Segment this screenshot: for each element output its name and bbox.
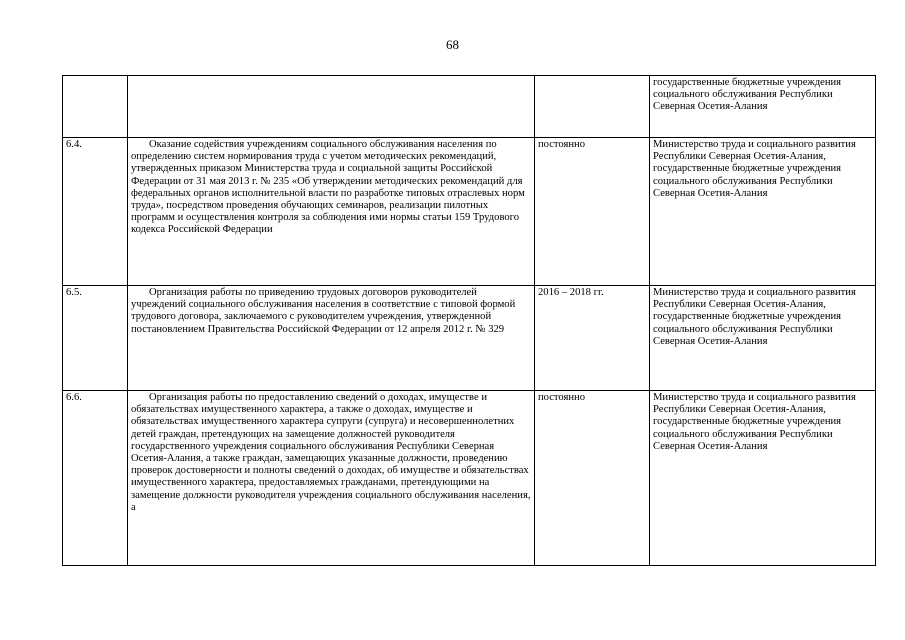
term-text: постоянно	[535, 138, 650, 286]
responsible-text: Министерство труда и социального развития Республики Северная Осетия-Алания, государственные бюджетные учреждения социального обслуживания Республики Северная Осетия-Алания	[650, 391, 876, 566]
action-plan-table	[62, 75, 876, 566]
item-number	[63, 76, 128, 138]
table-row	[63, 286, 876, 391]
item-number: 6.6.	[63, 391, 128, 566]
responsible-text: Министерство труда и социального развития Республики Северная Осетия-Алания, государственные бюджетные учреждения социального обслуживания Республики Северная Осетия-Алания	[650, 138, 876, 286]
item-number: 6.4.	[63, 138, 128, 286]
table-row	[63, 391, 876, 566]
activity-text	[128, 76, 535, 138]
term-text: постоянно	[535, 391, 650, 566]
term-text: 2016 – 2018 гг.	[535, 286, 650, 391]
term-text	[535, 76, 650, 138]
table-row	[63, 138, 876, 286]
activity-text: Оказание содействия учреждениям социального обслуживания населения по определению систем нормирования труда с учетом методических рекомендаций, утвержденных приказом Министерства труда и социальной защиты Российской Федерации от 31 мая 2013 г. № 235 «Об утверждении методических рекомендаций для федеральных органов исполнительной власти по разработке типовых отраслевых норм труда», посредством проведения обучающих семинаров, реализации пилотных программ и осуществления контроля за соблюдения ими нормы статьи 159 Трудового кодекса Российской Федерации	[128, 138, 535, 286]
page-number: 68	[446, 37, 459, 52]
activity-text: Организация работы по предоставлению сведений о доходах, имуществе и обязательствах имущественного характера, а также о доходах, имуществе и обязательствах имущественного характера супруги (супруга) и несовершеннолетних детей граждан, претендующих на замещение должностей руководителя государственного учреждения социального обслуживания Республики Северная Осетия-Алания, а также граждан, замещающих указанные должности, проведению проверок достоверности и полноты сведений о доходах, об имуществе и обязательствах имущественного характера, предоставляемых гражданами, претендующими на замещение должности руководителя учреждения социального обслуживания населения, а	[128, 391, 535, 566]
responsible-text: государственные бюджетные учреждения социального обслуживания Республики Северная Осетия-Алания	[650, 76, 876, 138]
item-number: 6.5.	[63, 286, 128, 391]
responsible-text: Министерство труда и социального развития Республики Северная Осетия-Алания, государственные бюджетные учреждения социального обслуживания Республики Северная Осетия-Алания	[650, 286, 876, 391]
activity-text: Организация работы по приведению трудовых договоров руководителей учреждений социального обслуживания населения в соответствие с типовой формой трудового договора, заключаемого с руководителем учреждения, утвержденной постановлением Правительства Российской Федерации от 12 апреля 2012 г. № 329	[128, 286, 535, 391]
table-row	[63, 76, 876, 138]
